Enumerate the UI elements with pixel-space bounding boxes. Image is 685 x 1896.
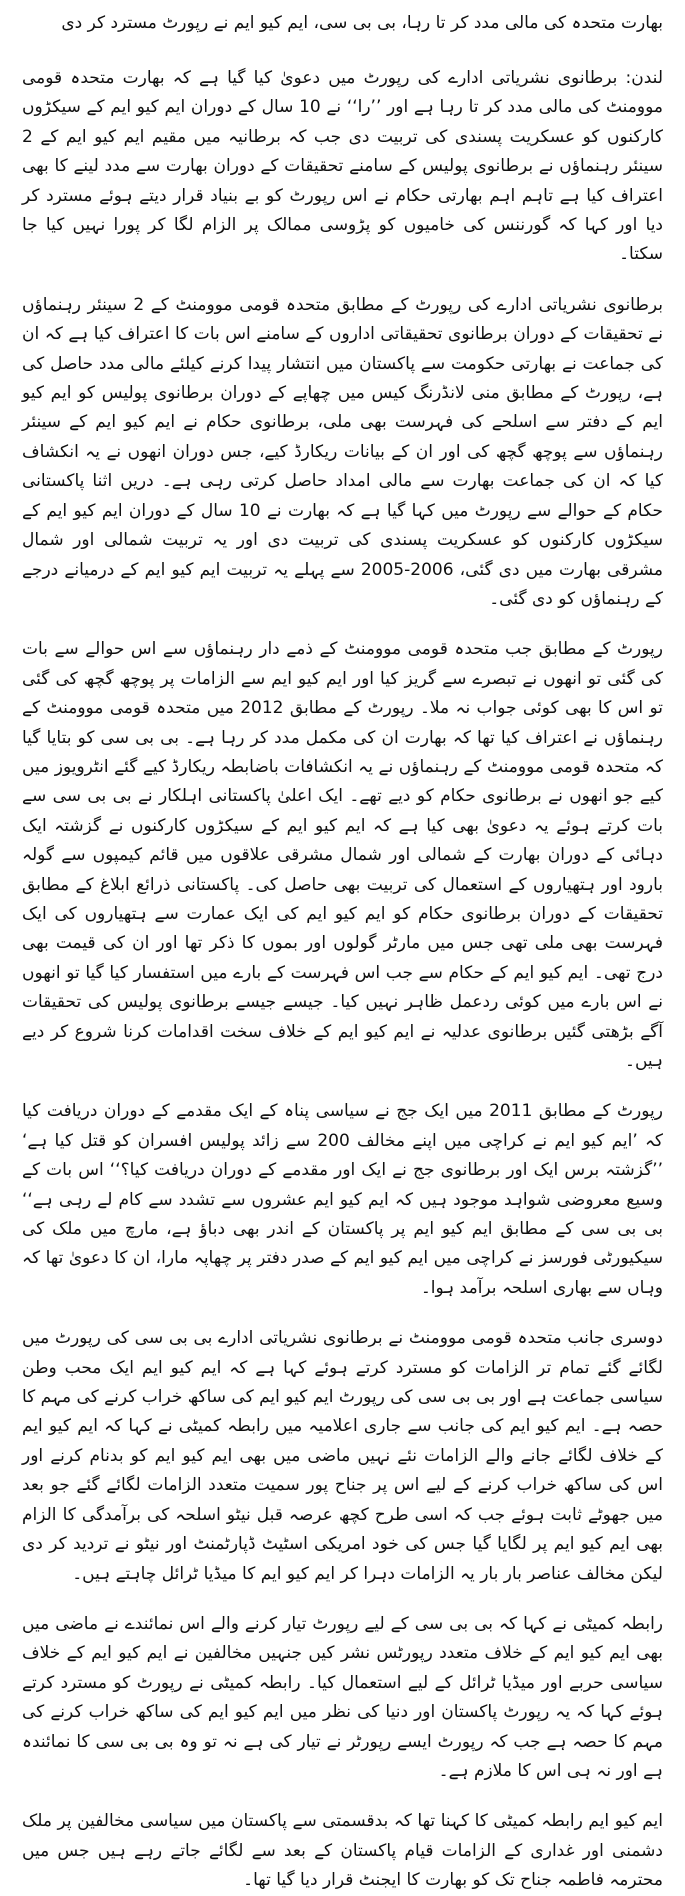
article-paragraph-7: ایم کیو ایم رابطہ کمیٹی کا کہنا تھا کہ بدقسمتی سے پاکستان میں سیاسی مخالفین پر ملک دشمنی اور غداری کے الزامات قیام پاکستان کے بعد سے لگائے جاتے رہے ہیں جس میں محترمہ فاطمہ جناح تک کو بھارت کا ایجنٹ قرار دیا گیا تھا۔ [22,1811,663,1891]
article-paragraph-5: دوسری جانب متحدہ قومی موومنٹ نے برطانوی نشریاتی ادارے بی بی سی کی رپورٹ میں لگائے گئے تمام تر الزامات کو مسترد کرتے ہوئے کہا ہے کہ ایم کیو ایم ایک محب وطن سیاسی جماعت ہے اور بی بی سی کی رپورٹ ایم کیو ایم کی ساکھ خراب کرنے کی مہم کا حصہ ہے۔ ایم کیو ایم کی جانب سے جاری اعلامیہ میں رابطہ کمیٹی نے کہا کہ ایم کیو ایم کے خلاف لگائے جانے والے الزامات نئے نہیں ماضی میں بھی ایم کیو ایم کو بدنام کرنے اور اس کی ساکھ خراب کرنے کے لیے اس پر جناح پور سمیت متعدد الزامات لگائے گئے جو بعد میں جھوٹے ثابت ہوئے جب کہ اسی طرح کچھ عرصہ قبل نیٹو اسلحہ کی برآمدگی کا الزام بھی ایم کیو ایم پر لگایا گیا جس کی خود امریکی اسٹیٹ ڈپارٹمنٹ اور نیٹو نے تردید کر دی لیکن مخالف عناصر بار بار یہ الزامات دہرا کر ایم کیو ایم کا میڈیا ٹرائل چاہتے ہیں۔ [22,1328,663,1584]
article-paragraph-3: رپورٹ کے مطابق جب متحدہ قومی موومنٹ کے ذمے دار رہنماؤں سے اس حوالے سے بات کی گئی تو انھوں نے تبصرے سے گریز کیا اور ایم کیو ایم سے الزامات پر پوچھ گچھ کی گئی تو اس کا بھی کوئی جواب نہ ملا۔ رپورٹ کے مطابق 2012 میں متحدہ قومی موومنٹ کے رہنماؤں نے اعتراف کیا تھا کہ بھارت ان کی مکمل مدد کر رہا ہے۔ بی بی سی کو بتایا گیا کہ متحدہ قومی موومنٹ کے رہنماؤں نے یہ انکشافات باضابطہ ریکارڈ کیے گئے انٹرویوز میں کیے جو انھوں نے برطانوی حکام کو دیے تھے۔ ایک اعلیٰ پاکستانی اہلکار نے بی بی سی سے بات کرتے ہوئے یہ دعویٰ بھی کیا ہے کہ ایم کیو ایم کے سیکڑوں کارکنوں نے گزشتہ ایک دہائی کے دوران بھارت کے شمالی اور شمال مشرقی علاقوں میں قائم کیمپوں سے گولہ بارود اور ہتھیاروں کے استعمال کی تربیت بھی حاصل کی۔ پاکستانی ذرائع ابلاغ کے مطابق تحقیقات کے دوران برطانوی حکام کو ایم کیو ایم کی ایک عمارت سے ہتھیاروں کی ایک فہرست بھی ملی تھی جس میں مارٹر گولوں اور بموں کا ذکر تھا اور ان کی قیمت بھی درج تھی۔ ایم کیو ایم کے حکام سے جب اس فہرست کے بارے میں استفسار کیا گیا تو انھوں نے اس بارے میں کوئی ردعمل ظاہر نہیں کیا۔ جیسے جیسے برطانوی پولیس کی تحقیقات آگے بڑھتی گئیں برطانوی عدلیہ نے ایم کیو ایم کے خلاف سخت اقدامات کرنا شروع کر دیے ہیں۔ [22,639,663,1071]
article-paragraph-4: رپورٹ کے مطابق 2011 میں ایک جج نے سیاسی پناہ کے ایک مقدمے کے دوران دریافت کیا کہ ’ایم کیو ایم نے کراچی میں اپنے مخالف 200 سے زائد پولیس افسران کو قتل کیا ہے‘ ’’گزشتہ برس ایک اور برطانوی جج نے ایک اور مقدمے کے دوران دریافت کیا؟‘‘ اس بات کے وسیع معروضی شواہد موجود ہیں کہ ایم کیو ایم عشروں سے تشدد سے کام لے رہی ہے‘‘ بی بی سی کے مطابق ایم کیو ایم پر پاکستان کے اندر بھی دباؤ ہے، مارچ میں ملک کی سیکیورٹی فورسز نے کراچی میں ایم کیو ایم کے صدر دفتر پر چھاپہ مارا، ان کا دعویٰ تھا کہ وہاں سے بھاری اسلحہ برآمد ہوا۔ [22,1101,664,1298]
article-headline: بھارت متحدہ کی مالی مدد کر تا رہا، بی بی سی، ایم کیو ایم نے رپورٹ مسترد کر دی [61,13,663,33]
article-paragraph-1: لندن: برطانوی نشریاتی ادارے کی رپورٹ میں دعویٰ کیا گیا ہے کہ بھارت متحدہ قومی موومنٹ کی مالی مدد کر تا رہا ہے اور ’’را‘‘ نے 10 سال کے دوران ایم کیو ایم کے سیکڑوں کارکنوں کو عسکریت پسندی کی تربیت دی جب کہ برطانیہ میں مقیم ایم کیو ایم کے 2 سینئر رہنماؤں نے برطانوی پولیس کے سامنے تحقیقات کے دوران بھارت سے مدد لینے کا بھی اعتراف کیا ہے تاہم اہم بھارتی حکام نے اس رپورٹ کو بے بنیاد قرار دیتے ہوئے مسترد کر دیا اور کہا کہ گورننس کی خامیوں کو پڑوسی ممالک پر الزام لگا کر پورا نہیں کیا جا سکتا۔ [22,68,663,265]
article-paragraph-6: رابطہ کمیٹی نے کہا کہ بی بی سی کے لیے رپورٹ تیار کرنے والے اس نمائندے نے ماضی میں بھی ایم کیو ایم کے خلاف متعدد رپورٹس نشر کیں جنہیں مخالفین نے ایم کیو ایم کے خلاف سیاسی حربے اور میڈیا ٹرائل کے لیے استعمال کیا۔ رابطہ کمیٹی نے رپورٹ کو مسترد کرتے ہوئے کہا کہ یہ رپورٹ پاکستان اور دنیا کی نظر میں ایم کیو ایم کی ساکھ خراب کرنے کی مہم کا حصہ ہے جب کہ رپورٹ ایسے رپورٹر نے تیار کی ہے نہ تو وہ بی بی سی کا نمائندہ ہے اور نہ ہی اس کا ملازم ہے۔ [22,1613,663,1781]
article-paragraph-2: برطانوی نشریاتی ادارے کی رپورٹ کے مطابق متحدہ قومی موومنٹ کے 2 سینئر رہنماؤں نے تحقیقات کے دوران برطانوی تحقیقاتی اداروں کے سامنے اس بات کا اعتراف کیا ہے کہ ان کی جماعت نے بھارتی حکومت سے پاکستان میں انتشار پیدا کرنے کیلئے مالی مدد حاصل کی ہے، رپورٹ کے مطابق منی لانڈرنگ کیس میں چھاپے کے دوران برطانوی پولیس کو ایم کیو ایم کے دفتر سے اسلحے کی فہرست بھی ملی، برطانوی حکام نے ایم کیو ایم کے سینئر رہنماؤں سے پوچھ گچھ کی اور ان کے بیانات ریکارڈ کیے، جس دوران انھوں نے یہ انکشاف کیا کہ ان کی جماعت بھارت سے مالی امداد حاصل کرتی رہی ہے۔ دریں اثنا پاکستانی حکام کے حوالے سے رپورٹ میں کہا گیا ہے کہ بھارت نے 10 سال کے دوران ایم کیو ایم کے سیکڑوں کارکنوں کو عسکریت پسندی کی تربیت دی اور یہ تربیت شمالی اور شمال مشرقی بھارت میں دی گئی، 2006-2005 سے پہلے یہ تربیت ایم کیو ایم کے درمیانے درجے کے رہنماؤں کو دی گئی۔ [22,294,664,609]
